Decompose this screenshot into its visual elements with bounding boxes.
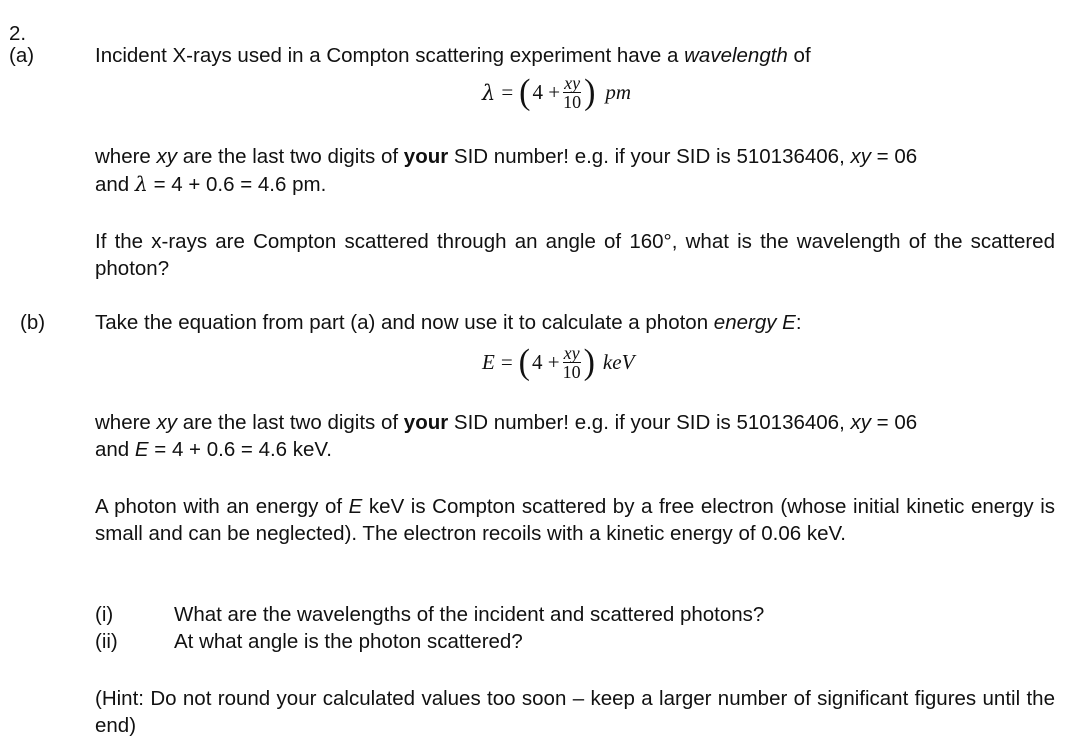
sub-question-i-label: (i) [95, 603, 114, 626]
part-a-where-sym: λ [134, 172, 148, 196]
part-a-where-1: where [95, 145, 157, 168]
part-b-equation [482, 344, 634, 381]
part-b-where-line-1 [95, 411, 917, 436]
eq-a-unit: pm [605, 80, 632, 104]
part-a-where-2: are the last two digits of [177, 145, 404, 168]
part-a-label: (a) [9, 44, 35, 67]
part-a-where-xy2: xy [850, 145, 871, 168]
eq-a-numerator: xy [564, 73, 581, 93]
part-b-where-xy2: xy [850, 411, 871, 434]
part-a-intro-pre: Incident X-rays used in a Compton scattering experiment have a [95, 44, 685, 67]
eq-a-denominator: 10 [563, 92, 582, 112]
part-a-equation [482, 74, 631, 111]
part-a-question: If the x-rays are Compton scattered through an angle of 160°, what is the wavelength of the scattered photon? [95, 230, 1055, 280]
eq-a-fraction [562, 74, 582, 111]
sub-question-i-text: What are the wavelengths of the incident and scattered photons? [174, 603, 765, 626]
part-a-intro-em: wavelength [684, 44, 788, 67]
eq-b-const: 4 + [532, 350, 560, 374]
eq-b-denominator: 10 [562, 362, 581, 382]
part-b-where-4: = 06 [870, 411, 918, 434]
part-b-where-your: your [403, 411, 449, 434]
part-a-where-5: and [95, 173, 135, 196]
part-b-para-pre: A photon with an energy of [95, 495, 349, 518]
part-b-label: (b) [20, 311, 46, 334]
part-b-intro [95, 311, 802, 336]
part-b-paragraph [95, 493, 1055, 547]
part-a-where-line-1 [95, 145, 917, 170]
question-number: 2. [9, 22, 27, 45]
part-b-para-sym: E [348, 495, 363, 518]
eq-b-symbol: E [482, 350, 495, 374]
part-a-where-xy: xy [156, 145, 178, 168]
eq-b-fraction [562, 344, 582, 381]
part-a-where-your: your [403, 145, 449, 168]
eq-a-equals: = [501, 80, 514, 104]
part-a-intro [95, 44, 811, 69]
part-b-intro-pre: Take the equation from part (a) and now use it to calculate a photon [95, 311, 714, 334]
eq-a-symbol: λ [482, 80, 496, 105]
sub-question-ii-label: (ii) [95, 630, 118, 653]
part-b-where-xy: xy [156, 411, 178, 434]
part-a-where-4: = 06 [870, 145, 918, 168]
sub-question-ii-text: At what angle is the photon scattered? [174, 630, 523, 653]
part-b-where-1: where [95, 411, 157, 434]
part-b-where-line-2 [95, 438, 332, 463]
part-a-intro-post: of [787, 44, 811, 67]
part-b-intro-em: energy E [713, 311, 796, 334]
eq-a-paren-open: ( [519, 72, 531, 112]
eq-b-paren-close: ) [583, 342, 595, 382]
eq-a-paren-close: ) [584, 72, 596, 112]
part-a-where-6: = 4 + 0.6 = 4.6 pm. [147, 173, 327, 196]
part-b-where-5: and [95, 438, 135, 461]
hint-text: (Hint: Do not round your calculated values too soon – keep a larger number of significant figures until the end) [95, 687, 1055, 737]
eq-b-paren-open: ( [518, 342, 530, 382]
eq-b-numerator: xy [563, 343, 580, 363]
part-b-where-2: are the last two digits of [177, 411, 404, 434]
part-b-intro-post: : [795, 311, 802, 334]
part-b-where-sym: E [134, 438, 149, 461]
part-a-where-3: SID number! e.g. if your SID is 510136406, [448, 145, 851, 168]
part-b-para-post: keV is Compton scattered by a free electron (whose initial kinetic energy is small and can be neglected). The electron recoils with a kinetic energy of 0.06 keV. [95, 495, 1056, 545]
eq-b-equals: = [500, 350, 513, 374]
part-b-where-6: = 4 + 0.6 = 4.6 keV. [148, 438, 332, 461]
part-a-where-line-2 [95, 172, 326, 198]
eq-a-const: 4 + [532, 80, 561, 104]
eq-b-unit: keV [602, 350, 635, 374]
part-b-where-3: SID number! e.g. if your SID is 510136406, [448, 411, 851, 434]
